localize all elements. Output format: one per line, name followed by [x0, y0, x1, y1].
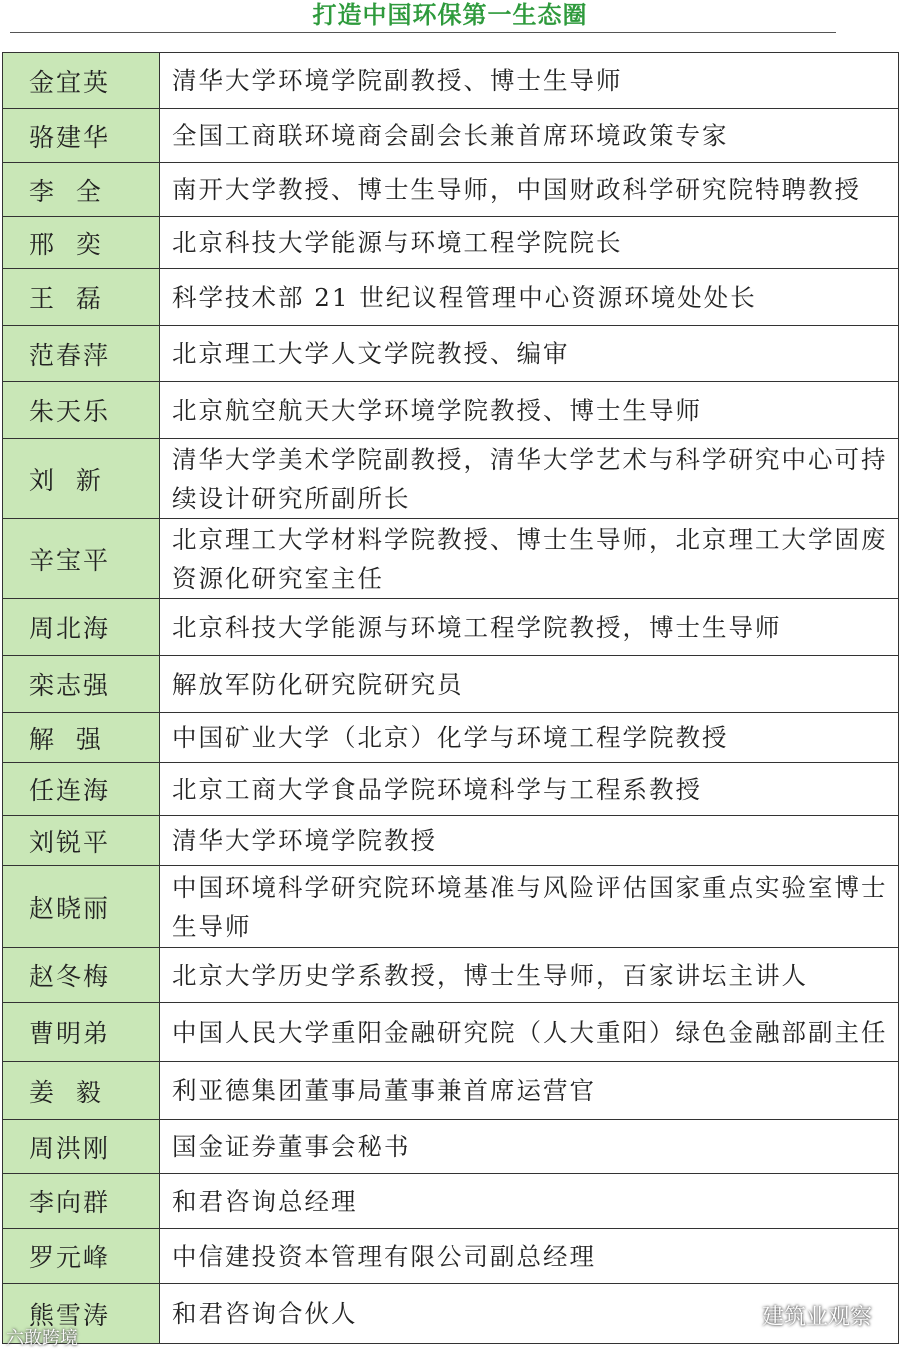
member-title: 北京科技大学能源与环境工程学院教授，博士生导师 [160, 599, 899, 656]
member-title: 中国矿业大学（北京）化学与环境工程学院教授 [160, 713, 899, 763]
member-name: 邢 奕 [3, 217, 160, 269]
title-underline [10, 32, 836, 33]
member-title: 北京大学历史学系教授，博士生导师，百家讲坛主讲人 [160, 948, 899, 1003]
member-title: 中国环境科学研究院环境基准与风险评估国家重点实验室博士生导师 [160, 866, 899, 948]
table-row [3, 866, 899, 948]
roster-table [2, 52, 899, 1344]
watermark-text: 建筑业观察 [761, 1305, 872, 1330]
member-name: 任连海 [3, 763, 160, 816]
member-title: 利亚德集团董事局董事兼首席运营官 [160, 1062, 899, 1120]
table-row [3, 713, 899, 763]
member-title: 全国工商联环境商会副会长兼首席环境政策专家 [160, 109, 899, 163]
member-name: 金宜英 [3, 53, 160, 109]
member-title: 北京理工大学材料学院教授、博士生导师，北京理工大学固废资源化研究室主任 [160, 519, 899, 599]
table-row [3, 326, 899, 382]
table-row [3, 948, 899, 1003]
member-title: 和君咨询总经理 [160, 1174, 899, 1229]
member-name: 刘锐平 [3, 816, 160, 866]
member-title: 清华大学美术学院副教授，清华大学艺术与科学研究中心可持续设计研究所副所长 [160, 439, 899, 519]
table-row [3, 1062, 899, 1120]
member-name: 周北海 [3, 599, 160, 656]
member-title: 北京科技大学能源与环境工程学院院长 [160, 217, 899, 269]
member-title: 南开大学教授、博士生导师，中国财政科学研究院特聘教授 [160, 163, 899, 217]
table-row [3, 1003, 899, 1062]
table-row [3, 439, 899, 519]
member-name: 罗元峰 [3, 1229, 160, 1284]
member-title: 中信建投资本管理有限公司副总经理 [160, 1229, 899, 1284]
table-row [3, 269, 899, 326]
wechat-icon [730, 1307, 756, 1327]
member-name: 周洪刚 [3, 1120, 160, 1174]
table-row [3, 1120, 899, 1174]
member-title: 解放军防化研究院研究员 [160, 656, 899, 713]
table-row [3, 599, 899, 656]
member-title: 清华大学环境学院副教授、博士生导师 [160, 53, 899, 109]
member-name: 刘 新 [3, 439, 160, 519]
member-title: 国金证券董事会秘书 [160, 1120, 899, 1174]
member-title: 清华大学环境学院教授 [160, 816, 899, 866]
member-title: 中国人民大学重阳金融研究院（人大重阳）绿色金融部副主任 [160, 1003, 899, 1062]
member-name: 朱天乐 [3, 382, 160, 439]
table-row [3, 217, 899, 269]
table-row [3, 109, 899, 163]
table-row [3, 816, 899, 866]
table-row [3, 1229, 899, 1284]
member-title: 北京理工大学人文学院教授、编审 [160, 326, 899, 382]
table-row [3, 763, 899, 816]
table-row [3, 1174, 899, 1229]
member-name: 李向群 [3, 1174, 160, 1229]
watermark-left: 六敢跨境 [6, 1328, 78, 1349]
member-name: 姜 毅 [3, 1062, 160, 1120]
member-title: 和君咨询合伙人 [160, 1284, 899, 1344]
table-row [3, 519, 899, 599]
member-name: 王 磊 [3, 269, 160, 326]
table-row [3, 656, 899, 713]
member-name: 解 强 [3, 713, 160, 763]
page-title: 打造中国环保第一生态圈 [312, 1, 588, 29]
member-name: 曹明弟 [3, 1003, 160, 1062]
table-row [3, 53, 899, 109]
member-name: 骆建华 [3, 109, 160, 163]
member-name: 辛宝平 [3, 519, 160, 599]
member-name: 李 全 [3, 163, 160, 217]
member-name: 熊雪涛 [3, 1284, 160, 1344]
member-title: 北京工商大学食品学院环境科学与工程系教授 [160, 763, 899, 816]
member-title: 科学技术部 21 世纪议程管理中心资源环境处处长 [160, 269, 899, 326]
member-name: 赵冬梅 [3, 948, 160, 1003]
member-title: 北京航空航天大学环境学院教授、博士生导师 [160, 382, 899, 439]
member-name: 范春萍 [3, 326, 160, 382]
table-row [3, 382, 899, 439]
member-name: 栾志强 [3, 656, 160, 713]
table-row [3, 163, 899, 217]
watermark [730, 1300, 872, 1331]
member-name: 赵晓丽 [3, 866, 160, 948]
